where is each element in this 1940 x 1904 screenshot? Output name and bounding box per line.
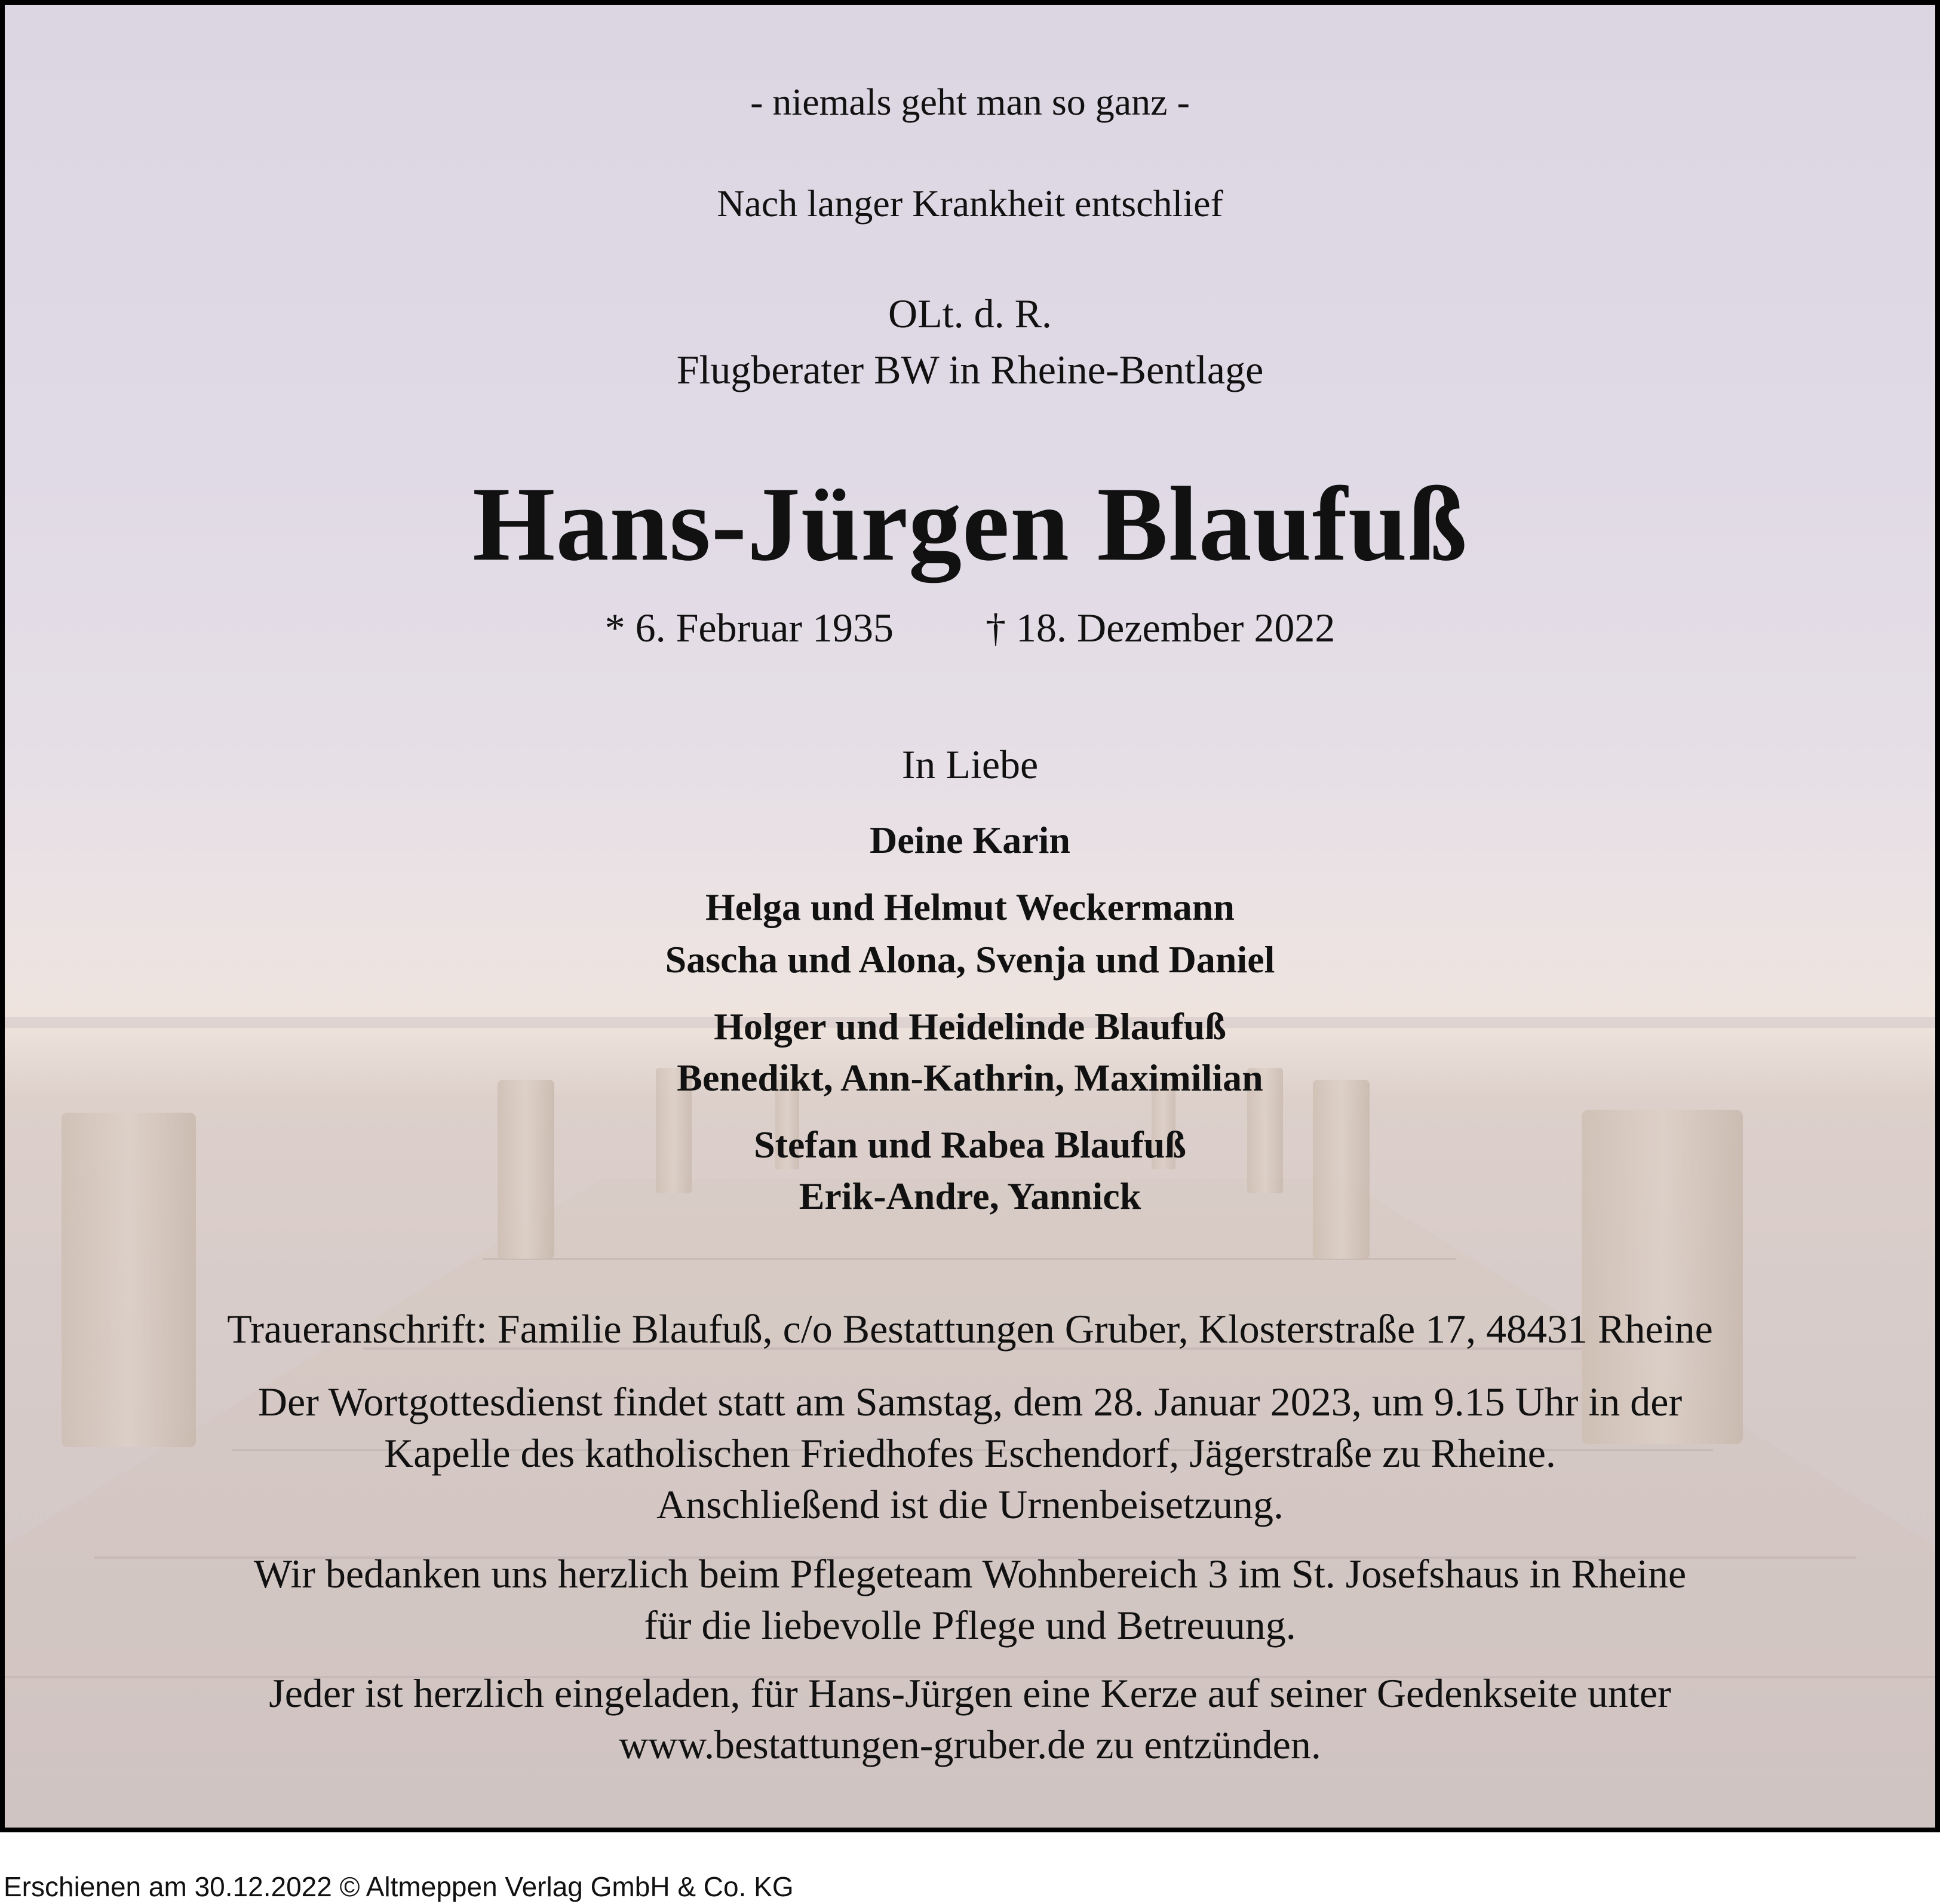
service-info-line: Der Wortgottesdienst findet statt am Samstag, dem 28. Januar 2023, um 9.15 Uhr in der [257, 1379, 1683, 1424]
intro-text: Nach langer Krankheit entschlief [717, 182, 1223, 225]
deceased-name: Hans-Jürgen Blaufuß [472, 465, 1468, 583]
thanks-line: Wir bedanken uns herzlich beim Pflegeteam Wohnbereich 3 im St. Josefshaus in Rheine [253, 1551, 1687, 1596]
birth-date: * 6. Februar 1935 [604, 605, 894, 650]
motto: - niemals geht man so ganz - [750, 81, 1190, 123]
mourner-line: Stefan und Rabea Blaufuß [754, 1123, 1186, 1166]
candle-invitation-line: www.bestattungen-gruber.de zu entzünden. [619, 1722, 1321, 1767]
mourner-line: Helga und Helmut Weckermann [705, 886, 1235, 928]
military-rank: OLt. d. R. [888, 291, 1052, 336]
in-love-text: In Liebe [901, 742, 1039, 787]
death-date: † 18. Dezember 2022 [986, 605, 1336, 650]
mourner-line: Erik-Andre, Yannick [799, 1175, 1141, 1217]
candle-invitation-line: Jeder ist herzlich eingeladen, für Hans-Jürgen eine Kerze auf seiner Gedenkseite unter [269, 1670, 1671, 1716]
mourner-line: Deine Karin [870, 819, 1070, 861]
mourning-address: Traueranschrift: Familie Blaufuß, c/o Bestattungen Gruber, Klosterstraße 17, 48431 Rheine [227, 1306, 1713, 1352]
service-info-line: Kapelle des katholischen Friedhofes Eschendorf, Jägerstraße zu Rheine. [384, 1430, 1556, 1476]
mourner-line: Sascha und Alona, Svenja und Daniel [665, 938, 1275, 981]
life-dates [5, 604, 1935, 652]
thanks-line: für die liebevolle Pflege und Betreuung. [644, 1602, 1296, 1648]
mourner-line: Holger und Heidelinde Blaufuß [714, 1005, 1226, 1048]
position-title: Flugberater BW in Rheine-Bentlage [676, 347, 1264, 392]
publication-footer: Erschienen am 30.12.2022 © Altmeppen Verlag GmbH & Co. KG [4, 1871, 794, 1902]
mourner-line: Benedikt, Ann-Kathrin, Maximilian [677, 1057, 1263, 1099]
service-info-line: Anschließend ist die Urnenbeisetzung. [656, 1482, 1284, 1527]
